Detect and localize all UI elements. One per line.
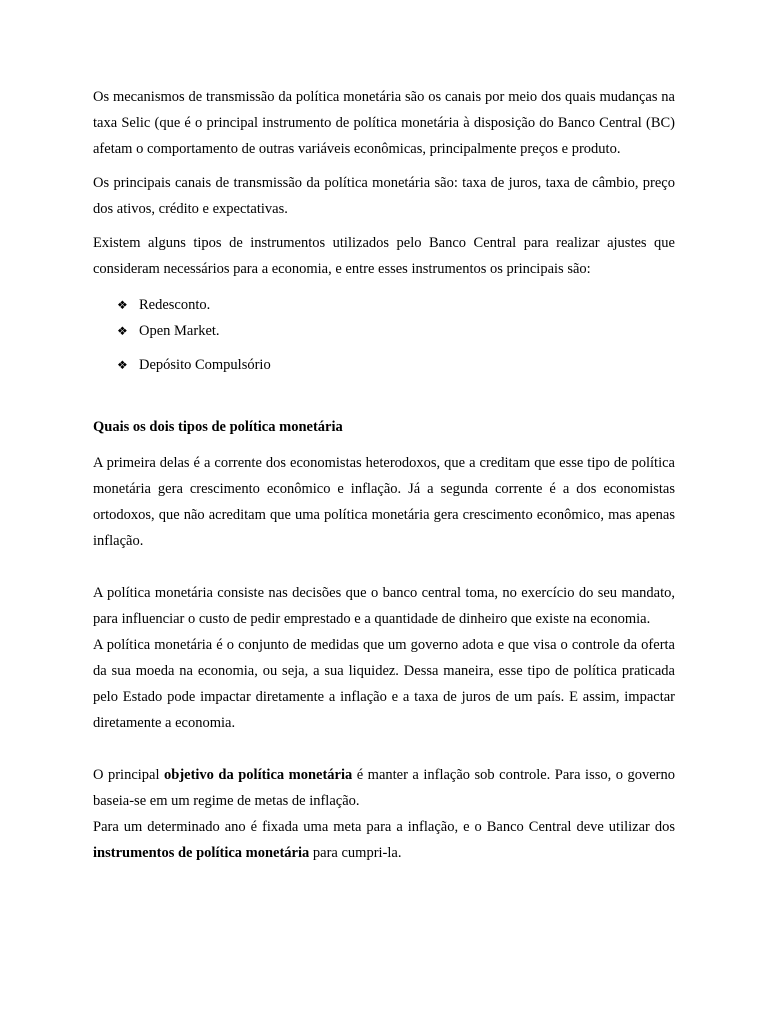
- objective-text-end: é manter a inflação sob controle. Para isso, o governo baseia-se em um regime de metas de inflação.: [93, 767, 675, 809]
- list-item-label: Depósito Compulsório: [139, 357, 271, 373]
- paragraph-inflation-target: [93, 814, 675, 866]
- paragraph-transmission-mechanisms: Os mecanismos de transmissão da política monetária são os canais por meio dos quais mudanças na taxa Selic (que é o principal instrumento de política monetária à disposição do Banco Central (BC) afetam o comportamento de outras variáveis econômicas, principalmente preços e produto.: [93, 89, 675, 157]
- paragraph-transmission-channels: Os principais canais de transmissão da política monetária são: taxa de juros, taxa de câmbio, preço dos ativos, crédito e expectativas.: [93, 175, 675, 217]
- paragraph-two-currents: A primeira delas é a corrente dos economistas heterodoxos, que a creditam que esse tipo de política monetária gera crescimento econômico e inflação. Já a segunda corrente é a dos economistas ortodoxos, que não acreditam que uma política monetária gera crescimento econômico, mas apenas inflação.: [93, 455, 675, 549]
- paragraph-monetary-policy-definition: A política monetária consiste nas decisões que o banco central toma, no exercício do seu mandato, para influenciar o custo de pedir emprestado e a quantidade de dinheiro que existe na economia.: [93, 585, 675, 627]
- instruments-list: [93, 292, 675, 378]
- target-text-start: Para um determinado ano é fixada uma meta para a inflação, e o Banco Central deve utilizar dos: [93, 819, 675, 835]
- list-item-label: Open Market.: [139, 323, 220, 339]
- objective-text-start: O principal: [93, 767, 164, 783]
- list-item: [117, 318, 675, 344]
- section-heading: Quais os dois tipos de política monetária: [93, 419, 343, 435]
- objective-bold-term: objetivo da política monetária: [164, 767, 353, 783]
- four-diamond-bullet-icon: ❖: [117, 298, 128, 312]
- list-item: [117, 352, 675, 378]
- four-diamond-bullet-icon: ❖: [117, 324, 128, 338]
- document-body: [93, 84, 675, 866]
- target-text-end: para cumpri-la.: [309, 845, 402, 861]
- instruments-bold-term: instrumentos de política monetária: [93, 845, 310, 861]
- paragraph-instruments-intro: Existem alguns tipos de instrumentos utilizados pelo Banco Central para realizar ajustes que consideram necessários para a economia, e entre esses instrumentos os principais são:: [93, 235, 675, 277]
- list-item: [117, 292, 675, 318]
- paragraph-policy-objective: [93, 762, 675, 814]
- paragraph-monetary-policy-measures: A política monetária é o conjunto de medidas que um governo adota e que visa o controle da oferta da sua moeda na economia, ou seja, a sua liquidez. Dessa maneira, esse tipo de política praticada pelo Estado pode impactar diretamente a inflação e a taxa de juros de um país. E assim, impactar diretamente a economia.: [93, 637, 675, 731]
- four-diamond-bullet-icon: ❖: [117, 358, 128, 372]
- list-item-label: Redesconto.: [139, 297, 211, 313]
